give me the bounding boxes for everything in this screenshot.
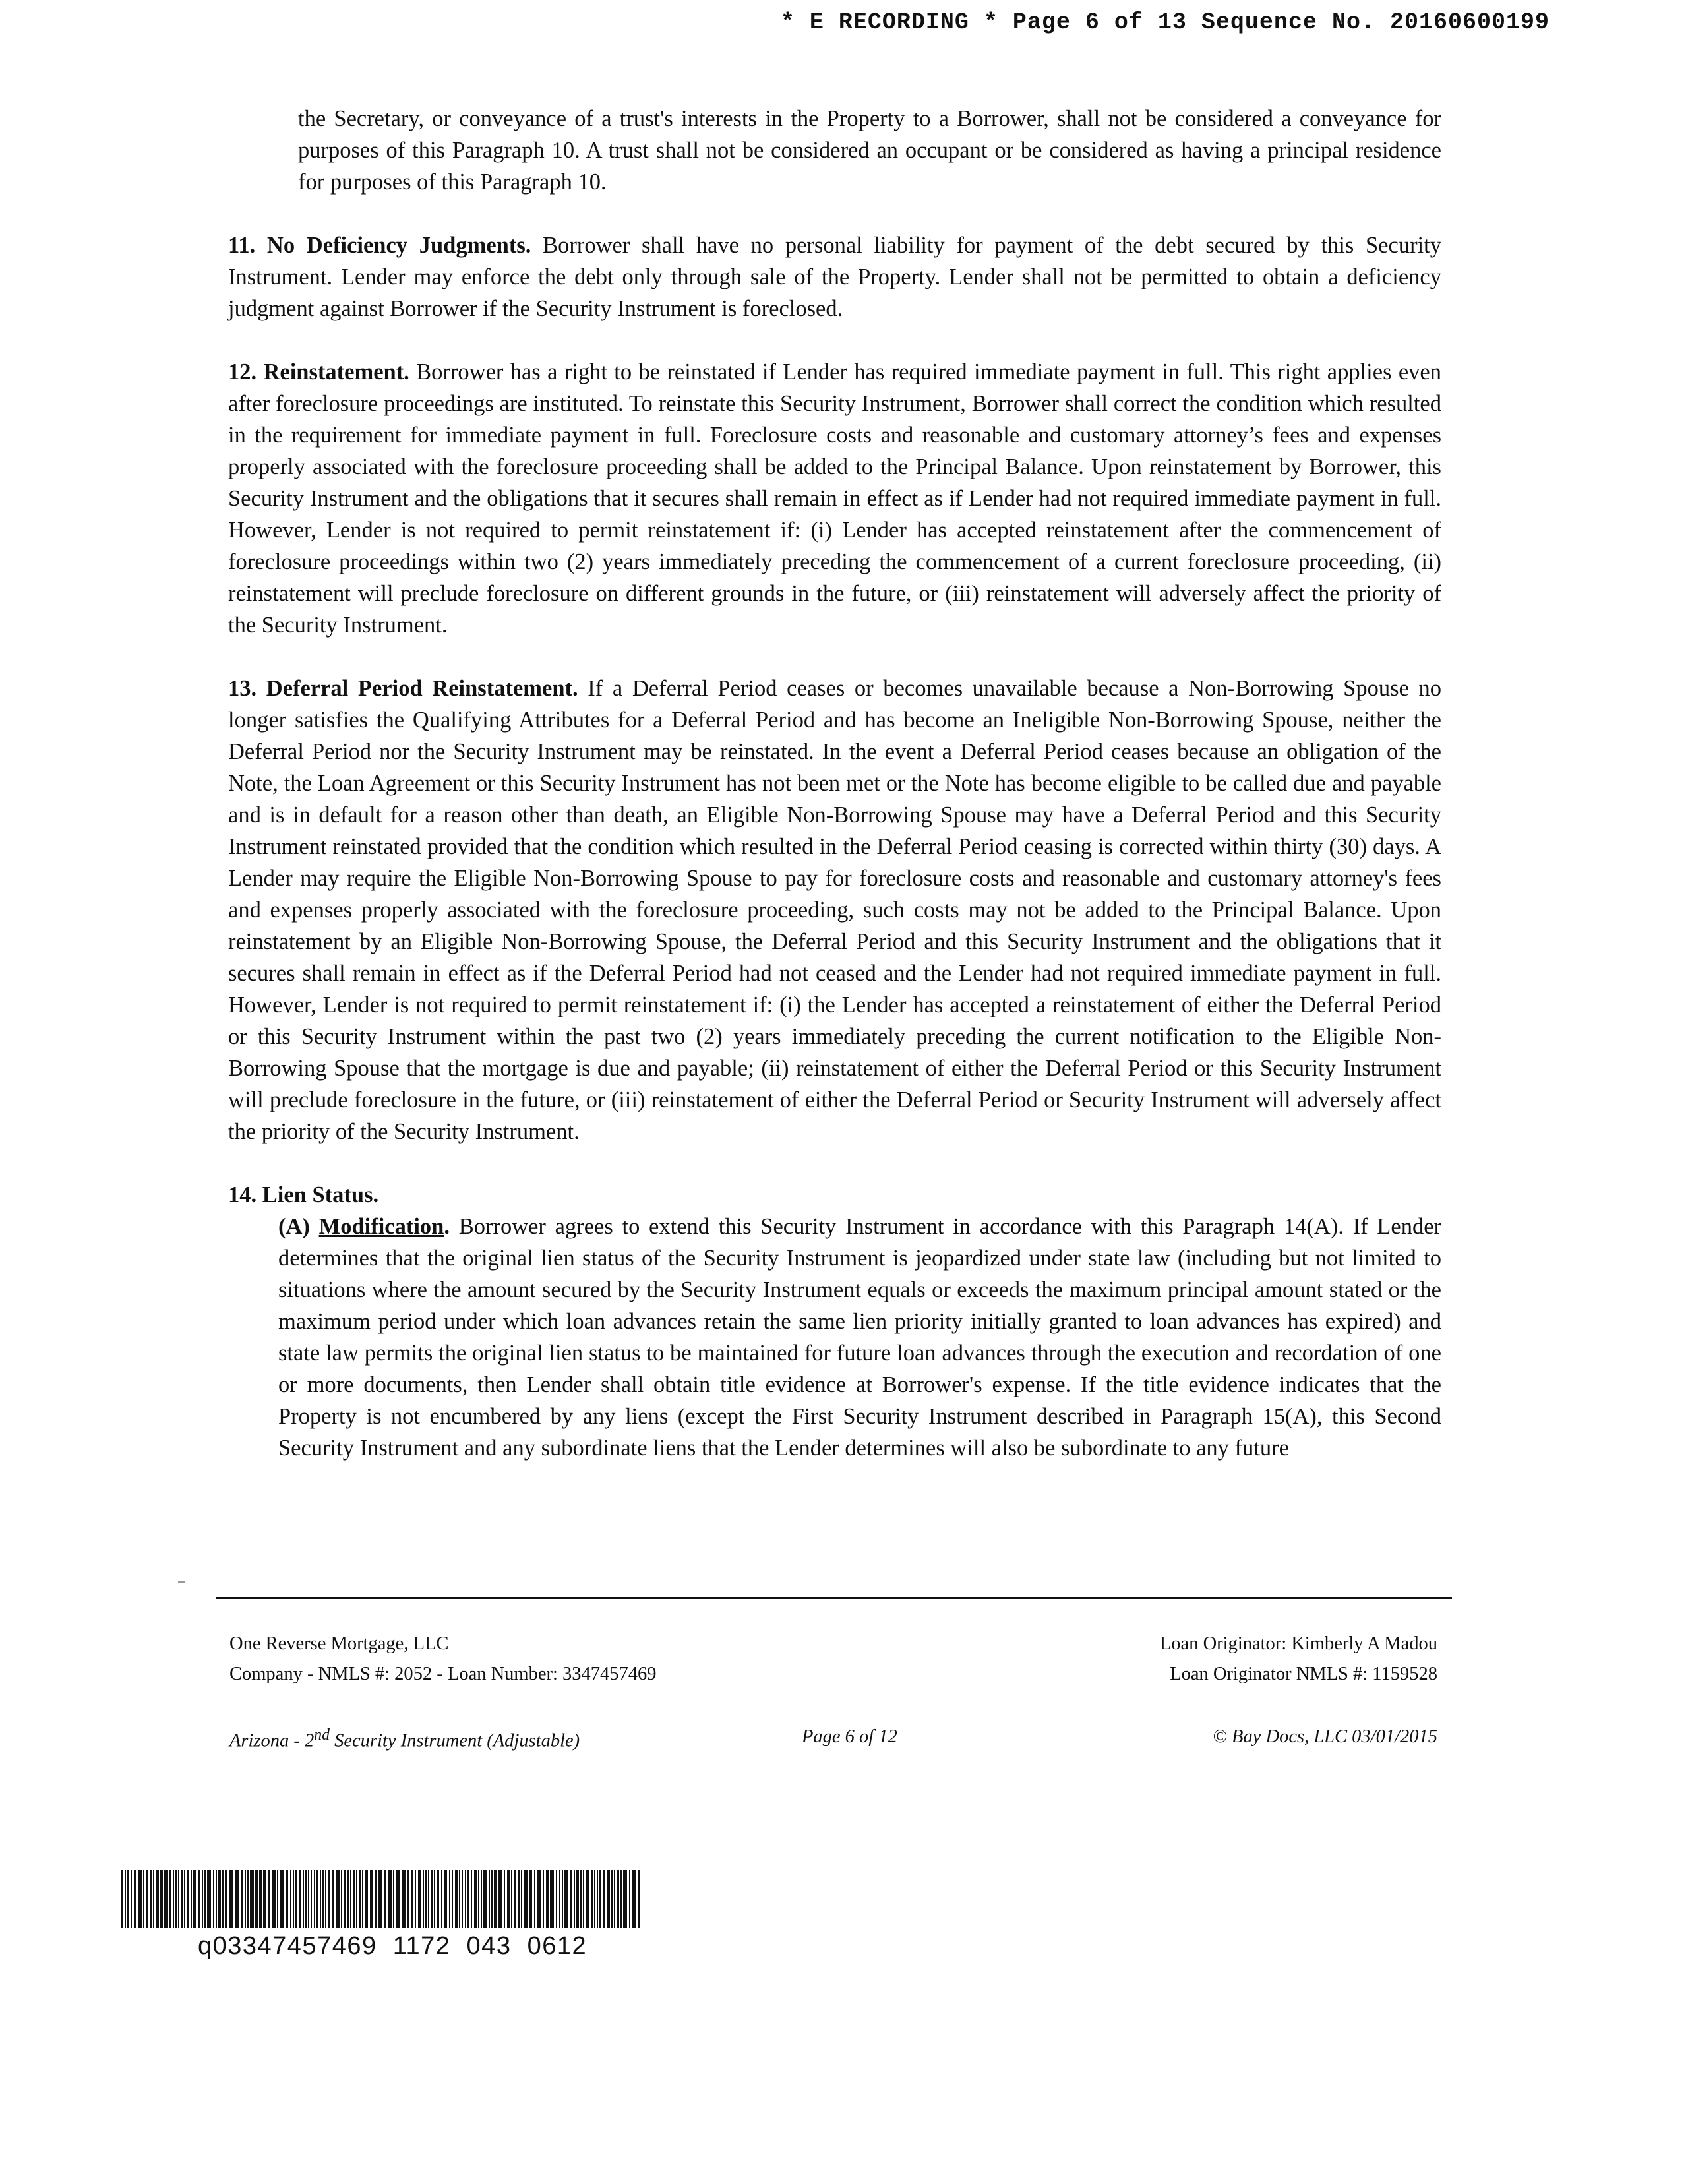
paragraph-14a-body: Borrower agrees to extend this Security Instrument in accordance with this Paragraph 14(A). If Lender determines that the original lien status of the Security Instrument is jeopardized under state law (including but not limited to situations where the amount secured by the Security Instrument equals or exceeds the maximum principal amount stated or the maximum period under which loan advances retain the same lien priority initially granted to loan advances has expired) and state law permits the original lien status to be maintained for future loan advances through the execution and recordation of one or more documents, then Lender shall obtain title evidence at Borrower's expense. If the title evidence indicates that the Property is not encumbered by any liens (except the First Security Instrument described in Paragraph 15(A), this Second Security Instrument and any subordinate liens that the Lender determines will also be subordinate to any future	[278, 1214, 1441, 1461]
paragraph-14a-label: (A)	[278, 1214, 319, 1239]
footer-form-prefix: Arizona - 2	[229, 1730, 315, 1751]
barcode-icon	[121, 1870, 642, 1928]
paragraph-12	[228, 356, 1441, 641]
paragraph-14a-period: .	[444, 1214, 450, 1239]
footer-divider	[216, 1597, 1452, 1599]
footer-originator-block	[1160, 1629, 1437, 1689]
footer-company-nmls: Company - NMLS #: 2052 - Loan Number: 3347457469	[229, 1664, 657, 1684]
paragraph-13	[228, 673, 1441, 1147]
paragraph-12-body: Borrower has a right to be reinstated if Lender has required immediate payment in full. This right applies even after foreclosure proceedings are instituted. To reinstate this Security Instrument, Borrower shall correct the condition which resulted in the requirement for immediate payment in full. Foreclosure costs and reasonable and customary attorney’s fees and expenses properly associated with the foreclosure proceeding shall be added to the Principal Balance. Upon reinstatement by Borrower, this Security Instrument and the obligations that it secures shall remain in effect as if Lender had not required immediate payment in full. However, Lender is not required to permit reinstatement if: (i) Lender has accepted reinstatement after the commencement of foreclosure proceedings within two (2) years immediately preceding the commencement of a current foreclosure proceeding, (ii) reinstatement will preclude foreclosure on different grounds in the future, or (iii) reinstatement will adversely affect the priority of the Security Instrument.	[228, 359, 1441, 638]
paragraph-13-heading: 13. Deferral Period Reinstatement.	[228, 676, 578, 701]
recording-header: * E RECORDING * Page 6 of 13 Sequence No. 20160600199	[780, 9, 1550, 36]
paragraph-14a	[228, 1211, 1441, 1464]
paragraph-13-body: If a Deferral Period ceases or becomes unavailable because a Non-Borrowing Spouse no longer satisfies the Qualifying Attributes for a Deferral Period and has become an Ineligible Non-Borrowing Spouse, neither the Deferral Period nor the Security Instrument may be reinstated. In the event a Deferral Period ceases because an obligation of the Note, the Loan Agreement or this Security Instrument has not been met or the Note has become eligible to be called due and payable and is in default for a reason other than death, an Eligible Non-Borrowing Spouse may have a Deferral Period and this Security Instrument reinstated provided that the condition which resulted in the Deferral Period ceasing is corrected within thirty (30) days. A Lender may require the Eligible Non-Borrowing Spouse to pay for foreclosure costs and reasonable and customary attorney's fees and expenses properly associated with the foreclosure proceeding, such costs may not be added to the Principal Balance. Upon reinstatement by an Eligible Non-Borrowing Spouse, the Deferral Period and this Security Instrument and the obligations that it secures shall remain in effect as if the Deferral Period had not ceased and the Lender had not required immediate payment in full. However, Lender is not required to permit reinstatement if: (i) the Lender has accepted a reinstatement of either the Deferral Period or this Security Instrument within the past two (2) years immediately preceding the current notification to the Eligible Non-Borrowing Spouse that the mortgage is due and payable; (ii) reinstatement of either the Deferral Period or this Security Instrument will preclude foreclosure in the future, or (iii) reinstatement of either the Deferral Period or Security Instrument will adversely affect the priority of the Security Instrument.	[228, 676, 1442, 1144]
paragraph-11	[228, 229, 1441, 324]
paragraph-14a-title: Modification	[318, 1214, 444, 1239]
paragraph-11-body: Borrower shall have no personal liability for payment of the debt secured by this Security Instrument. Lender may enforce the debt only through sale of the Property. Lender shall not be permitted to obtain a deficiency judgment against Borrower if the Security Instrument is foreclosed.	[228, 233, 1441, 321]
footer-page-number: Page 6 of 12	[802, 1726, 897, 1747]
footer-company-block	[229, 1629, 657, 1689]
footer-form-sup: nd	[314, 1726, 330, 1744]
footer-originator-name: Loan Originator: Kimberly A Madou	[1159, 1633, 1437, 1654]
barcode-number: q03347457469 1172 043 0612	[198, 1932, 588, 1960]
footer-company-name: One Reverse Mortgage, LLC	[229, 1633, 449, 1654]
footer-copyright: © Bay Docs, LLC 03/01/2015	[1213, 1726, 1437, 1747]
footer-originator-nmls: Loan Originator NMLS #: 1159528	[1170, 1664, 1437, 1684]
document-body	[228, 103, 1441, 1464]
paragraph-10-continued: the Secretary, or conveyance of a trust's interests in the Property to a Borrower, shall not be considered a conveyance for purposes of this Paragraph 10. A trust shall not be considered an occupant or be considered as having a principal residence for purposes of this Paragraph 10.	[298, 106, 1441, 195]
paragraph-14-heading: 14. Lien Status.	[228, 1182, 379, 1207]
footer-form-suffix: Security Instrument (Adjustable)	[330, 1730, 580, 1751]
footer-form-name	[229, 1726, 580, 1752]
margin-mark	[178, 1581, 185, 1583]
paragraph-12-heading: 12. Reinstatement.	[228, 359, 409, 384]
paragraph-11-heading: 11. No Deficiency Judgments.	[228, 233, 531, 258]
